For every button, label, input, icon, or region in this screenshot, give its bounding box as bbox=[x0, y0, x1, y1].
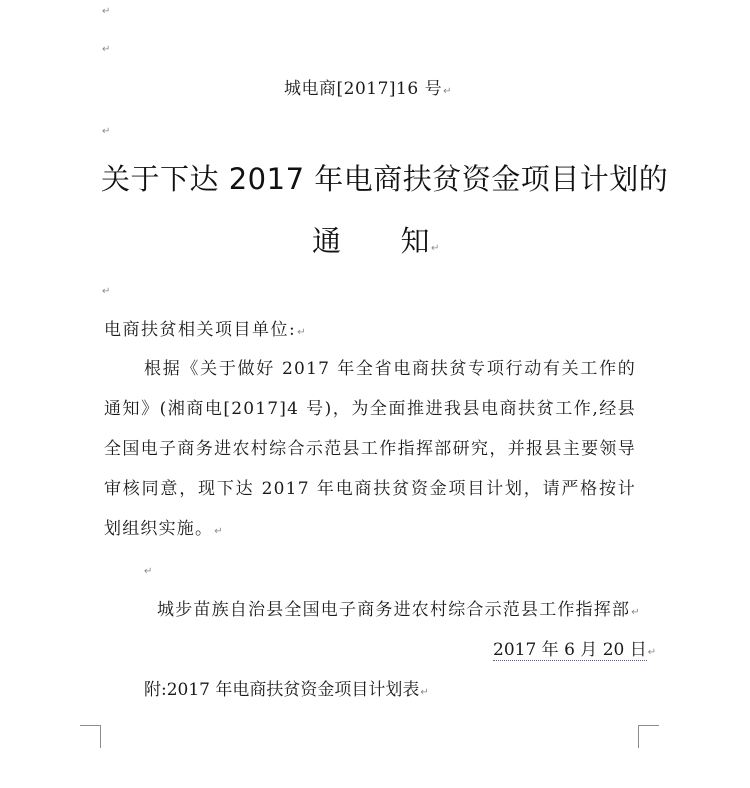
document-number[interactable] bbox=[284, 77, 452, 104]
salutation-text: 电商扶贫相关项目单位: bbox=[104, 320, 297, 340]
paragraph-mark-icon: ↵ bbox=[297, 327, 308, 338]
signature[interactable] bbox=[157, 598, 641, 625]
salutation[interactable] bbox=[104, 318, 307, 345]
paragraph-mark-icon: ↵ bbox=[214, 526, 224, 537]
document-number-text: 城电商[2017]16 号 bbox=[284, 79, 443, 99]
paragraph-mark-icon: ↵ bbox=[420, 687, 429, 698]
empty-paragraph-mark: ↵ bbox=[102, 44, 111, 55]
margin-crop-mark-left bbox=[80, 725, 101, 748]
document-title-line1[interactable]: 关于下达 2017 年电商扶贫资金项目计划的 bbox=[101, 162, 669, 196]
attachment-text: 附:2017 年电商扶贫资金项目计划表 bbox=[144, 680, 420, 700]
paragraph-mark-icon: ↵ bbox=[431, 243, 440, 254]
document-title-line2-text: 通 知 bbox=[312, 224, 431, 258]
document-date[interactable] bbox=[493, 638, 656, 665]
empty-paragraph-mark: ↵ bbox=[102, 286, 111, 297]
margin-crop-mark-right bbox=[638, 725, 659, 748]
body-paragraph[interactable] bbox=[104, 349, 636, 552]
signature-text: 城步苗族自治县全国电子商务进农村综合示范县工作指挥部 bbox=[157, 600, 631, 620]
empty-paragraph-mark: ↵ bbox=[144, 566, 153, 577]
attachment-note[interactable] bbox=[144, 678, 429, 705]
paragraph-mark-icon: ↵ bbox=[631, 607, 641, 618]
paragraph-mark-icon: ↵ bbox=[443, 86, 452, 97]
document-title-line2[interactable] bbox=[312, 223, 440, 267]
empty-paragraph-mark: ↵ bbox=[102, 6, 111, 17]
paragraph-mark-icon: ↵ bbox=[647, 647, 657, 658]
date-text: 2017 年 6 月 20 日 bbox=[493, 640, 647, 660]
body-paragraph-text: 根据《关于做好 2017 年全省电商扶贫专项行动有关工作的通知》(湘商电[2017]4 号)，为全面推进我县电商扶贫工作,经县全国电子商务进农村综合示范县工作指挥部研究，并报县主要领导审核同意，现下达 2017 年电商扶贫资金项目计划，请严格按计划组织实施。 bbox=[104, 359, 636, 539]
empty-paragraph-mark: ↵ bbox=[102, 126, 111, 137]
